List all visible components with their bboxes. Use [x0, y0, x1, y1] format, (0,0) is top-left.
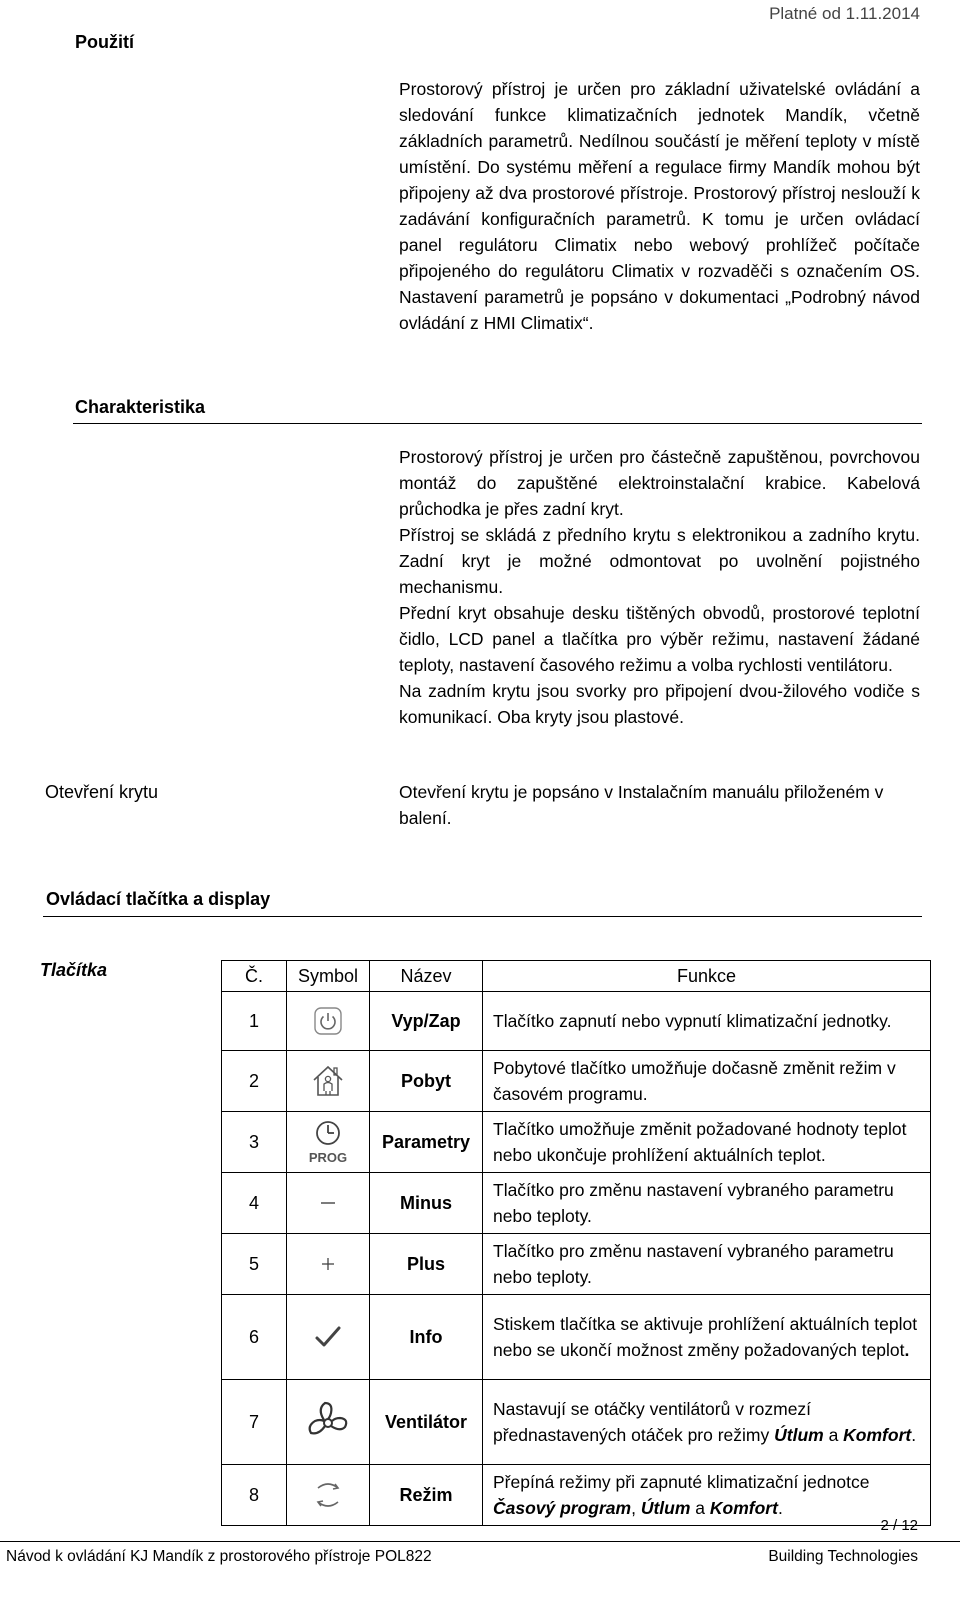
- footer-divider: [0, 1541, 960, 1542]
- row-num: 1: [222, 992, 287, 1051]
- func-text-2: ,: [631, 1498, 641, 1518]
- plus-icon: [316, 1252, 340, 1276]
- clock-prog-icon: [304, 1119, 352, 1165]
- row-num: 7: [222, 1380, 287, 1465]
- row-num: 4: [222, 1173, 287, 1234]
- func-text: Stiskem tlačítka se aktivuje prohlížení aktuálních teplot nebo se ukončí možnost změny požadovaných teplot: [493, 1314, 918, 1360]
- table-row: [222, 992, 931, 1051]
- func-text-bold: .: [904, 1340, 910, 1360]
- power-icon: [312, 1005, 344, 1037]
- table-header-row: [222, 961, 931, 992]
- charakteristika-p3: Přední kryt obsahuje desku tištěných obvodů, prostorové teplotní čidlo, LCD panel a tlačítka pro výběr režimu, nastavení žádané teploty, nastavení časového režimu a volba rychlosti ventilátoru.: [399, 603, 920, 675]
- fan-icon: [305, 1399, 351, 1445]
- validity-date: Platné od 1.11.2014: [769, 4, 920, 23]
- table-row: [222, 1173, 931, 1234]
- row-name: Režim: [370, 1465, 483, 1526]
- row-symbol: [287, 1295, 370, 1380]
- table-row: [222, 1234, 931, 1295]
- func-text-emph-1: Útlum: [774, 1425, 824, 1445]
- section-divider: [73, 423, 922, 424]
- charakteristika-p1: Prostorový přístroj je určen pro částečně zapuštěnou, povrchovou montáž do zapuštěné elektroinstalační krabice. Kabelová průchodka je přes zadní kryt.: [399, 447, 920, 519]
- row-name: Pobyt: [370, 1051, 483, 1112]
- header-function: Funkce: [483, 961, 931, 992]
- table-row: [222, 1465, 931, 1526]
- minus-icon: [316, 1197, 340, 1209]
- table-caption: Tlačítka: [40, 960, 108, 980]
- otevreni-text: Otevření krytu je popsáno v Instalačním manuálu přiloženém v balení.: [399, 782, 884, 828]
- row-function: [483, 1295, 931, 1380]
- row-function: [483, 1465, 931, 1526]
- func-text: Nastavují se otáčky ventilátorů v rozmezí přednastavených otáček pro režimy: [493, 1399, 812, 1445]
- row-symbol: [287, 992, 370, 1051]
- house-person-icon: [310, 1063, 346, 1099]
- buttons-table: [221, 960, 931, 1526]
- header-symbol: Symbol: [287, 961, 370, 992]
- prog-icon-label: PROG: [308, 1150, 348, 1165]
- row-num: 5: [222, 1234, 287, 1295]
- table-row: [222, 1380, 931, 1465]
- row-symbol: [287, 1173, 370, 1234]
- section-title-otevreni: Otevření krytu: [45, 782, 159, 802]
- row-symbol: [287, 1234, 370, 1295]
- row-symbol: [287, 1465, 370, 1526]
- charakteristika-p4: Na zadním krytu jsou svorky pro připojení dvou-žilového vodiče s komunikací. Oba kryty jsou plastové.: [399, 681, 920, 727]
- row-function: Tlačítko pro změnu nastavení vybraného parametru nebo teploty.: [483, 1234, 931, 1295]
- section-title-pouziti: Použití: [75, 32, 134, 52]
- func-text-4: .: [777, 1498, 783, 1518]
- row-symbol: [287, 1380, 370, 1465]
- row-function: [483, 1380, 931, 1465]
- row-function: Tlačítko pro změnu nastavení vybraného parametru nebo teploty.: [483, 1173, 931, 1234]
- section-title-ovladaci: Ovládací tlačítka a display: [46, 889, 271, 909]
- row-num: 3: [222, 1112, 287, 1173]
- row-name: Plus: [370, 1234, 483, 1295]
- func-text-emph-3: Komfort: [709, 1498, 778, 1518]
- header-num: Č.: [222, 961, 287, 992]
- table-row: [222, 1051, 931, 1112]
- charakteristika-text: [399, 444, 920, 730]
- section-divider-2: [43, 916, 922, 917]
- footer-company: Building Technologies: [768, 1548, 918, 1565]
- checkmark-icon: [313, 1324, 343, 1350]
- pouziti-text: [399, 76, 920, 336]
- table-row: [222, 1295, 931, 1380]
- row-name: Ventilátor: [370, 1380, 483, 1465]
- cycle-arrows-icon: [310, 1478, 346, 1512]
- func-text-emph-2: Útlum: [640, 1498, 691, 1518]
- func-text-emph-1: Časový program: [493, 1498, 632, 1518]
- row-function: Pobytové tlačítko umožňuje dočasně změnit režim v časovém programu.: [483, 1051, 931, 1112]
- charakteristika-p2: Přístroj se skládá z předního krytu s elektronikou a zadního krytu. Zadní kryt je možné odmontovat po uvolnění pojistného mechanismu.: [399, 525, 920, 597]
- row-name: Vyp/Zap: [370, 992, 483, 1051]
- func-text-3: .: [911, 1425, 917, 1445]
- row-symbol: [287, 1051, 370, 1112]
- func-text: Přepíná režimy při zapnuté klimatizační jednotce: [493, 1472, 870, 1492]
- section-title-charakteristika: Charakteristika: [75, 397, 206, 417]
- row-num: 2: [222, 1051, 287, 1112]
- row-symbol: [287, 1112, 370, 1173]
- table-row: [222, 1112, 931, 1173]
- func-text-2: a: [823, 1425, 844, 1445]
- row-name: Parametry: [370, 1112, 483, 1173]
- row-name: Info: [370, 1295, 483, 1380]
- row-name: Minus: [370, 1173, 483, 1234]
- row-function: Tlačítko umožňuje změnit požadované hodnoty teplot nebo ukončuje prohlížení aktuálních teplot.: [483, 1112, 931, 1173]
- footer-document-title: Návod k ovládání KJ Mandík z prostorového přístroje POL822: [6, 1548, 432, 1565]
- header-name: Název: [370, 961, 483, 992]
- row-num: 6: [222, 1295, 287, 1380]
- func-text-3: a: [690, 1498, 710, 1518]
- row-num: 8: [222, 1465, 287, 1526]
- row-function: Tlačítko zapnutí nebo vypnutí klimatizační jednotky.: [483, 992, 931, 1051]
- func-text-emph-2: Komfort: [843, 1425, 912, 1445]
- pouziti-paragraph: Prostorový přístroj je určen pro základní uživatelské ovládání a sledování funkce klimatizačních jednotek Mandík, včetně základních parametrů. Nedílnou součástí je měření teploty v místě umístění. Do systému měření a regulace firmy Mandík mohou být připojeny až dva prostorové přístroje. Prostorový přístroj neslouží k zadávání konfiguračních parametrů. K tomu je určen ovládací panel regulátoru Climatix nebo webový prohlížeč počítače připojeného do regulátoru Climatix v rozvaděči s označením OS. Nastavení parametrů je popsáno v dokumentaci „Podrobný návod ovládání z HMI Climatix“.: [399, 79, 920, 333]
- page-number: 2 / 12: [880, 1517, 918, 1534]
